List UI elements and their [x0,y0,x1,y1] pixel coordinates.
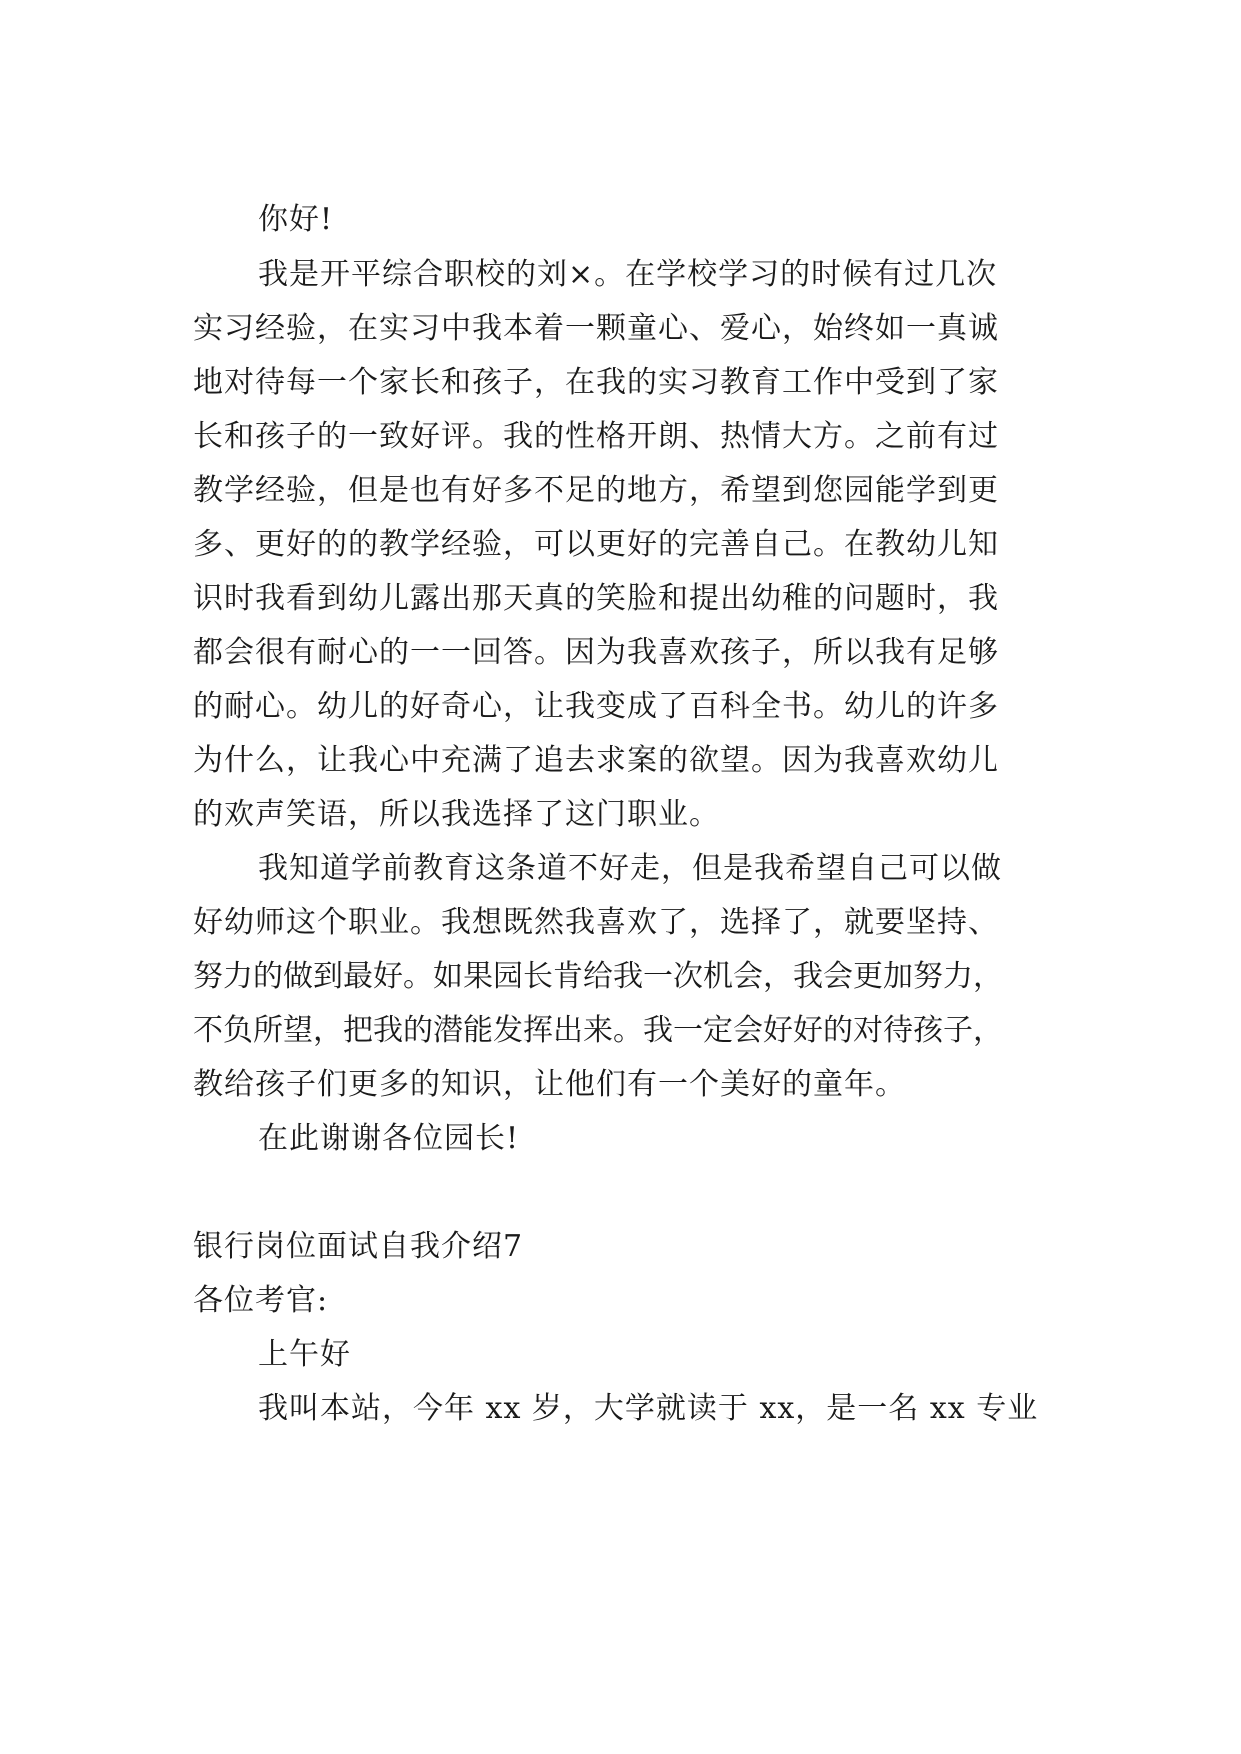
letter-closing: 在此谢谢各位园长! [258,1121,520,1156]
paragraph-line: 的欢声笑语，所以我选择了这门职业。 [193,797,720,832]
letter-greeting: 你好! [258,202,334,237]
paragraph-line: 教学经验，但是也有好多不足的地方，希望到您园能学到更 [193,473,999,508]
paragraph-line: 都会很有耐心的一一回答。因为我喜欢孩子，所以我有足够 [193,635,999,670]
paragraph-line: 多、更好的的教学经验，可以更好的完善自己。在教幼儿知 [193,527,999,562]
section-salutation: 各位考官: [193,1283,329,1318]
section-greeting: 上午好 [258,1337,351,1372]
paragraph-line: 我叫本站，今年 xx 岁，大学就读于 xx，是一名 xx 专业 [258,1391,1039,1426]
paragraph-line: 为什么，让我心中充满了追去求案的欲望。因为我喜欢幼儿 [193,743,999,778]
section-title: 银行岗位面试自我介绍7 [193,1229,524,1264]
paragraph-line: 我知道学前教育这条道不好走，但是我希望自己可以做 [258,851,1002,886]
paragraph-line: 地对待每一个家长和孩子，在我的实习教育工作中受到了家 [193,365,999,400]
paragraph-line: 教给孩子们更多的知识，让他们有一个美好的童年。 [193,1067,906,1102]
paragraph-line: 我是开平综合职校的刘×。在学校学习的时候有过几次 [258,257,998,292]
paragraph-line: 的耐心。幼儿的好奇心，让我变成了百科全书。幼儿的许多 [193,689,999,724]
paragraph-line: 不负所望，把我的潜能发挥出来。我一定会好好的对待孩子， [193,1013,1003,1048]
paragraph-line: 好幼师这个职业。我想既然我喜欢了，选择了，就要坚持、 [193,905,999,940]
paragraph-line: 努力的做到最好。如果园长肯给我一次机会，我会更加努力， [193,959,1003,994]
paragraph-line: 识时我看到幼儿露出那天真的笑脸和提出幼稚的问题时，我 [193,581,999,616]
paragraph-line: 实习经验，在实习中我本着一颗童心、爱心，始终如一真诚 [193,311,999,346]
paragraph-line: 长和孩子的一致好评。我的性格开朗、热情大方。之前有过 [193,419,999,454]
